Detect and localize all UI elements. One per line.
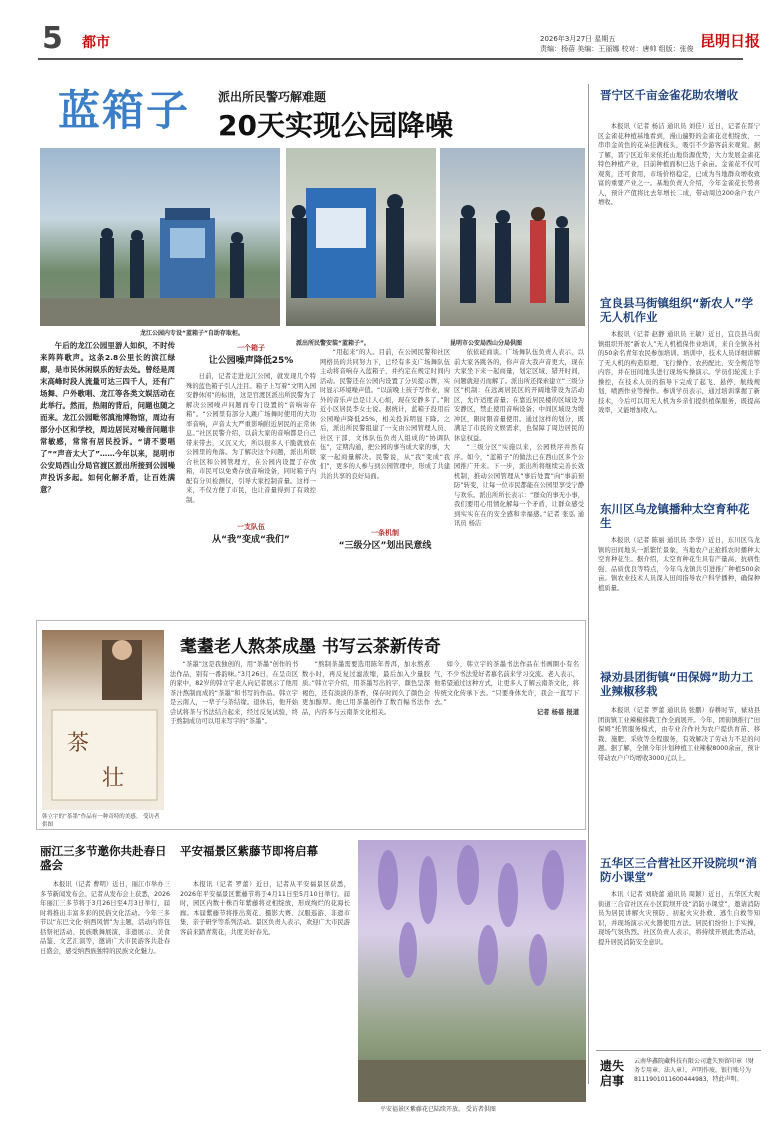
header-date: 2026年3月27日 星期五 [540,35,616,43]
header-meta [540,34,700,54]
rule-right [588,84,589,1084]
right-t2 [598,330,760,490]
svg-text:壮: 壮 [102,766,125,791]
page-number: 5 [42,21,63,56]
mid-col3 [434,660,579,820]
main-col1-text: 日前，记者走进龙江公园，就发现几个特殊的蓝色箱子引人注目。箱子上写着“文明入园 安静休闲”的标语，这是官渡区派出所民警为了解决公园噪声问题而专门设置的“音响寄存箱”。“公园里有部分人跳广场舞时使用的大功率音响，声音太大严重影响附近居民的正常休息。”社区民警介绍，以前大家的音响都是自己带来带去，又沉又大，所以很多人干脆就放在公园里的角落。为了解决这个问题，派出所联合社区和公园管理方，在公园内设置了存放箱，市民可以免费存放音响设备，同时箱子内配有分贝检测仪，引导大家控制音量。这样一来，不仅方便了市民，也让音量得到了有效控制。 [186,373,316,504]
headline-kicker: 派出所民警巧解难题 [218,90,327,104]
right-t3 [598,536,760,651]
sub2-title: 从“我”变成“我们” [212,535,290,545]
right-t1 [598,122,760,282]
section-name: 都市 [82,35,110,51]
right-t4 [598,706,760,826]
sub3-kicker: 一条机制 [371,529,399,537]
sub2-kicker: 一支队伍 [237,523,265,531]
main-col4-text: “三级分区”实施以来，公园秩序井然有序。如今，“蓝箱子”的做法已在西山区多个公园推广开来。下一步，派出所将继续完善长效机制，推动公园管理从“事后处置”向“事前预防”转变，让每一位市民都能在公园里享受宁静与欢乐。派出所所长表示：“群众的事无小事，我们要用心用情化解每一个矛盾，让群众感受到实实在在的安全感和幸福感。”记者 张弘 通讯员 杨洁 [454,444,584,527]
mid-col2 [302,660,430,820]
headline-title-a: 蓝箱子 [58,86,191,135]
main-col3-text: 依依磋商谈。广场舞队伍负责人表示，以前大家各跳各的，你声音大我声音更大，现在大家坐下来一起商量，划定区域、错开时间，问题就迎刃而解了。派出所还探索建立“三级分区”机制：在远离居民区的开阔地带设为活动区，允许适度音量；在靠近居民楼的区域设为安静区，禁止使用音响设备；中间区域设为缓冲区，限时限音量使用。通过这样的划分，既满足了市民的文娱需求，也保障了周边居民的休息权益。 [454,349,584,442]
header-editors: 责编：杨蓓 美编：王丽娜 校对：唐帅 组版：张俊 [540,45,694,53]
photo3-caption: 昆明市公安局西山分局供图 [450,340,523,347]
page-header [0,0,770,62]
photo-patrol [440,148,585,326]
sub3-heading [320,528,450,551]
right-h3: 东川区乌龙镇播种太空育种花生 [600,502,750,530]
bottom-t1-text: 本报讯（记者 曹明）近日，丽江市举办三多节新闻发布会。记者从发布会上获悉，2026年丽江三多节将于3月26日至4月3日举行，届时将推出丰富多彩的民俗文化活动。今年三多节以“东巴文化·纳西风情”为主题，活动内容包括祭祀活动、民族歌舞展演、非遗展示、美食品鉴、文艺汇演等，邀请广大市民游客共赴春日盛会，感受纳西族独特的民族文化魅力。 [40,881,170,955]
bottom-t2 [180,880,350,1105]
lost-notice-text: 云南华鑫院藏科技有限公司遗失预留印章（财务专用章、法人章），声明作废。银行账号为8111901011600444983，特此声明。 [634,1058,755,1083]
sub3-title: “三级分区”划出民意线 [338,541,432,551]
right-t1-text: 本报讯（记者 杨洁 通讯员 刘佳）近日，记者在晋宁区金雀花种植基地看到，漫山遍野的金雀花竞相绽放，一串串金黄色的花朵挂满枝头，吸引不少游客前来观赏。据了解，晋宁区近年来依托山地资源优势，大力发展金雀花特色种植产业，目前种植面积已达千余亩。金雀花不仅可观赏，还可食用，市场价格稳定，已成为当地群众增收致富的重要产业之一。基地负责人介绍，今年金雀花长势喜人，预计产值将比去年增长二成，带动周边200余户农户增收。 [598,123,760,206]
photo-install [286,148,436,326]
main-col3 [454,348,584,613]
wisteria-photo-drawing [358,840,586,1102]
bottom-h2: 平安福景区紫藤节即将启幕 [180,844,318,858]
mid-credit: 记者 杨蓓 报道 [536,708,579,716]
main-col2 [320,348,450,613]
right-t3-text: 本报讯（记者 陈丽 通讯员 李华）近日，东川区乌龙镇的田间地头一派繁忙景象，当地农户正抢抓农时播种太空育种花生。据介绍，太空育种花生具有产量高、抗病性强、品质优良等特点，今年乌龙镇共引进推广种植500余亩。镇农业技术人员深入田间指导农户科学播种，确保种植质量。 [598,537,760,592]
bottom-h1: 丽江三多节邀你共赴春日盛会 [40,844,167,872]
photo-patrol-drawing [440,148,585,326]
right-h4: 禄劝县团街镇“田保姆”助力工业辣椒移栽 [600,670,754,698]
sub1-kicker: 一个箱子 [237,344,265,352]
right-h2: 宜良县马街镇组织“新农人”学无人机作业 [600,296,754,324]
main-intro-text: 午后的龙江公园里游人如织，不时传来阵阵歌声。这条2.8公里长的滨江绿廊，是市民休闲娱乐的好去处。曾经是周末高峰时段人流量可达三四千人，还有广场舞、户外歌唱、龙江等各类文娱活动在此举行。然而，热闹的背后，问题也随之而来。龙江公园毗邻滇池博物馆，周边有部分小区和学校，周边居民对噪音问题非常敏感，常常有居民投诉。“请不要唱了”“声音太大了”……今年以来，昆明市公安局西山分局官渡区派出所接到公园噪声投诉多起。如何化解矛盾，让百姓满意？ [40,341,175,494]
photo-install-drawing [286,148,436,326]
lost-notice-title: 遗失启事 [600,1059,625,1088]
header-rule [38,58,743,60]
mid-title: 耄耋老人熬茶成墨 书写云茶新传奇 [180,637,441,657]
photo1-caption: 龙江公园内专设“蓝箱子”自助存取柜。 [140,330,244,337]
right-h1: 晋宁区千亩金雀花助农增收 [600,88,738,102]
photo2-caption: 派出所民警安装“蓝箱子”。 [296,340,370,347]
bottom-t2-text: 本报讯（记者 罗蕾）近日，记者从平安福景区获悉，2026年平安福景区紫藤节将于4月11日至5月10日举行。届时，园区内数十株百年紫藤将竞相绽放，形成绚烂的花海长廊。本届紫藤节将推出赏花、摄影大赛、汉服巡游、非遗市集、亲子研学等系列活动。景区负责人表示，欢迎广大市民游客前来踏青赏花，共度美好春光。 [180,881,350,936]
bottom-t1 [40,880,170,1110]
tea-ink-photo-drawing [42,630,164,810]
photo-blue-box-drawing [40,148,280,326]
mid-col2-text: “熬制茶墨需要选用陈年普洱，加水熬煮数小时，再反复过滤浓缩，最后加入少量胶质。”韩立宇介绍，用茶墨写出的字，颜色呈深褐色，还有淡淡的茶香，保存时间久了颜色会更加醇厚。他已用茶墨创作了数百幅书法作品，内容多与云南茶文化相关。 [302,661,430,716]
headline-title-b: 20天实现公园降噪 [218,109,453,142]
main-col1 [186,372,316,622]
tea-ink-photo [42,630,164,810]
photo-blue-box [40,148,280,326]
wisteria-caption: 平安福景区紫藤花已陆续开放。 受访者供图 [380,1106,496,1113]
right-h5: 五华区三合营社区开设院坝“消防小课堂” [600,856,758,884]
mid-col1-text: “茶墨”这是我独创的，用“茶墨”创作的书法作品，别有一番韵味。”3月26日，在呈贡区的家中，82岁的韩立宇老人向记者展示了他用茶汁熬制而成的“茶墨”和书写的作品。韩立宇是云南人，一辈子与茶结缘。退休后，他开始尝试将茶与书法结合起来，经过反复试验，终于熬制成功可以用来写字的“茶墨”。 [170,661,298,725]
mid-photo-caption: 韩立宇的“茶墨”作品有一种奇特的美感。 受访者供图 [42,814,160,828]
sub1-heading [186,343,316,366]
mid-col3-text: 如今，韩立宇的茶墨书法作品在书画圈小有名气，不少书法爱好者慕名前来学习交流。老人表示，他希望通过这种方式，让更多人了解云南茶文化，将传统文化传承下去。“只要身体允许，我会一直写下去。” [434,661,579,706]
masthead-logo: 昆明日报 [700,32,761,50]
main-col2-text: “用起来”的人。目前，在公园民警和社区网格员的共同努力下，已经有多支广场舞队伍主动将音响存入蓝箱子，并约定在规定时间内活动。民警还在公园内设置了分贝提示牌，实时显示环境噪声值。“以前晚上孩子写作业，窗外的音乐声总是让人心烦，现在安静多了。”附近小区居民李女士说。据统计，蓝箱子投用后公园噪声降低25%，相关投诉明显下降。之后，派出所民警组建了一支由公园管理人员、社区干部、文体队伍负责人组成的“协调队伍”，定期沟通，把公园的事当成大家的事，大家一起商量解决。民警说，从“我”变成“我们”，更多的人参与到公园管理中，形成了共建共治共享的良好局面。 [320,349,450,480]
sub1-title: 让公园噪声降低25% [208,356,294,366]
mid-col1 [170,660,298,820]
sub2-heading [186,522,316,545]
main-intro [40,340,175,610]
right-t5-text: 本讯（记者 刘晓蕾 通讯员 周颖）近日，五华区大观街道三合营社区在小区院坝开设“消防小课堂”，邀请消防员为居民讲解火灾预防、初起火灾扑救、逃生自救等知识，并现场演示灭火器使用方法。居民们纷纷上手实操，现场气氛热烈。社区负责人表示，将持续开展此类活动，提升居民消防安全意识。 [598,891,760,946]
right-t2-text: 本报讯（记者 赵静 通讯员 王敏）近日，宜良县马街镇组织开展“新农人”无人机植保作业培训，来自全镇各村的50余名青年农民参加培训。培训中，技术人员详细讲解了无人机的构造原理、飞行操作、农药配比、安全规范等内容，并在田间地头进行现场实操演示。学员们轮流上手操控，在技术人员的指导下完成了起飞、悬停、航线规划、喷洒作业等操作。参训学员表示，通过培训掌握了新技术，今后可以用无人机为乡亲们提供植保服务，既提高效率，又能增加收入。 [598,331,760,414]
main-headline [48,78,598,158]
lost-notice [596,1050,761,1112]
svg-text:茶: 茶 [67,731,90,756]
right-t5 [598,890,760,1020]
wisteria-photo [358,840,586,1102]
right-t4-text: 本报讯（记者 罗蕾 通讯员 张鹏）春耕时节，禄劝县团街镇工业辣椒移栽工作全面展开。今年，团街镇推行“田保姆”托管服务模式，由专业合作社为农户提供育苗、移栽、施肥、采收等全程服务，有效解决了劳动力不足的问题。据了解，全镇今年计划种植工业辣椒8000余亩，预计带动农户户均增收3000元以上。 [598,707,760,762]
